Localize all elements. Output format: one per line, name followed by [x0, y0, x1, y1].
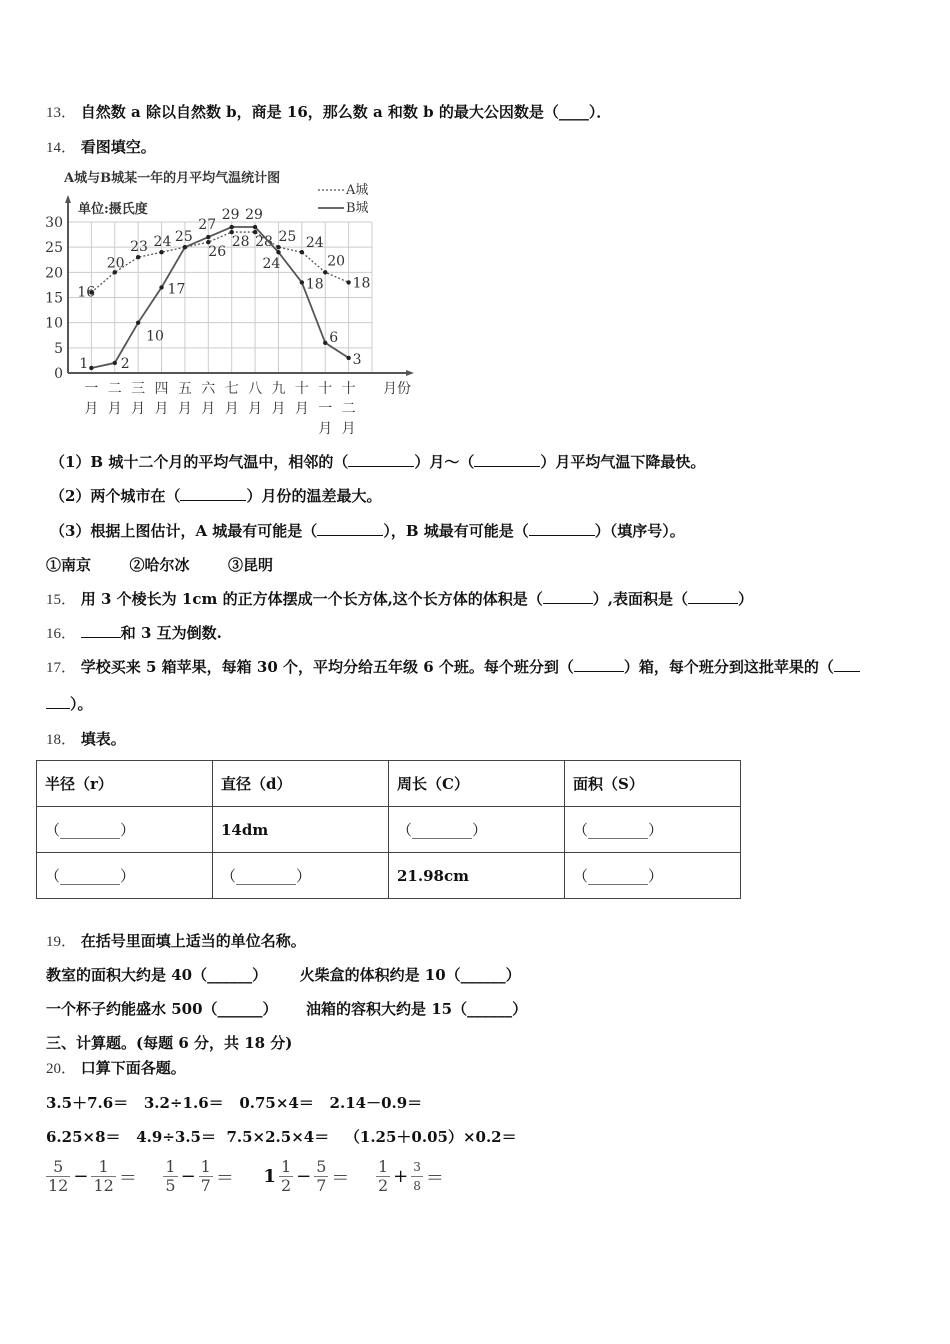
answer-blank[interactable]	[834, 657, 860, 672]
svg-text:10: 10	[45, 315, 63, 332]
svg-text:25: 25	[45, 240, 63, 257]
table-cell-blank[interactable]: （________）	[37, 853, 213, 899]
svg-text:2: 2	[120, 355, 130, 372]
svg-text:28: 28	[255, 234, 273, 251]
svg-text:四: 四	[154, 381, 169, 397]
svg-text:30: 30	[45, 215, 63, 231]
question-20	[46, 1058, 186, 1079]
fraction: $\frac{5}{7}$	[316, 1157, 327, 1195]
svg-text:八: 八	[248, 381, 263, 397]
svg-text:月: 月	[248, 401, 263, 417]
question-number: 20．	[46, 1061, 77, 1077]
question-text: （1）B 城十二个月的平均气温中，相邻的（	[50, 453, 349, 471]
question-text: ）（填序号）。	[594, 522, 685, 540]
fraction: $\frac{1}{7}$	[200, 1157, 211, 1195]
calc-row-1	[46, 1092, 422, 1113]
fraction-expr-2[interactable]: $\frac{1}{5}$ − $\frac{1}{7}$ ＝	[165, 1157, 234, 1195]
chart-title: A城与B城某一年的月平均气温统计图	[64, 171, 281, 186]
svg-text:十: 十	[318, 381, 333, 397]
svg-text:1: 1	[79, 355, 89, 372]
table-cell-blank[interactable]: （________）	[37, 807, 213, 853]
calc-item[interactable]: （1.25＋0.05）×0.2＝	[344, 1128, 517, 1146]
unit-item[interactable]: 油箱的容积大约是 15（______）	[306, 1000, 528, 1018]
question-17-continued	[46, 694, 93, 714]
svg-text:十: 十	[341, 381, 356, 397]
fraction: $\frac{5}{12}$	[48, 1157, 69, 1195]
svg-text:月: 月	[84, 401, 99, 417]
fraction: $\frac{1}{12}$	[93, 1157, 114, 1195]
svg-text:月: 月	[318, 421, 333, 435]
svg-text:月: 月	[294, 401, 309, 417]
svg-text:月: 月	[224, 401, 239, 417]
question-15	[46, 589, 753, 610]
svg-text:十: 十	[294, 381, 309, 397]
table-cell-blank[interactable]: （________）	[389, 807, 565, 853]
table-row	[37, 807, 741, 853]
svg-text:25: 25	[174, 229, 193, 246]
fraction-expr-3[interactable]: 1 $\frac{1}{2}$ − $\frac{5}{7}$ ＝	[263, 1157, 350, 1195]
question-text: （2）两个城市在（	[50, 487, 181, 505]
table-header-area: 面积（S）	[565, 761, 741, 807]
chart-legend	[318, 183, 369, 216]
table-cell: 21.98cm	[389, 853, 565, 899]
svg-text:月: 月	[107, 401, 122, 417]
question-14-options	[46, 555, 273, 575]
question-text: ）月～（	[414, 453, 475, 471]
svg-text:三: 三	[131, 381, 146, 397]
calc-item[interactable]: 4.9÷3.5＝	[136, 1128, 216, 1146]
fraction: $\frac{1}{2}$	[377, 1157, 389, 1195]
table-header-diameter: 直径（d）	[213, 761, 389, 807]
question-text: ）月平均气温下降最快。	[540, 453, 706, 471]
unit-item[interactable]: 教室的面积大约是 40（______）	[46, 966, 268, 984]
question-19-row-2	[46, 999, 527, 1019]
chart-x-axis-labels	[84, 381, 411, 435]
question-text: ）。	[70, 695, 93, 713]
svg-text:月: 月	[154, 401, 169, 417]
svg-text:23: 23	[130, 239, 148, 256]
question-text: 用 3 个棱长为 1cm 的正方体摆成一个长方体,这个长方体的体积是（	[80, 590, 543, 608]
svg-text:九: 九	[271, 381, 286, 397]
svg-text:月: 月	[131, 401, 146, 417]
svg-text:18: 18	[352, 275, 371, 292]
svg-text:29: 29	[221, 207, 240, 224]
circle-fill-table	[36, 760, 741, 899]
question-number: 17．	[46, 660, 77, 676]
svg-text:25: 25	[278, 229, 297, 246]
question-text: 自然数 a 除以自然数 b，商是 16，那么数 a 和数 b 的最大公因数是（	[80, 103, 559, 121]
svg-text:26: 26	[208, 244, 227, 261]
svg-text:0: 0	[54, 366, 63, 382]
question-14-part-1	[50, 452, 705, 472]
svg-text:16: 16	[77, 284, 96, 301]
mixed-number-whole: 1	[263, 1166, 276, 1187]
question-19-row-1	[46, 965, 521, 985]
svg-text:B城: B城	[346, 201, 369, 216]
question-16	[46, 623, 222, 644]
question-text: 看图填空。	[80, 138, 156, 156]
svg-text:七: 七	[224, 381, 239, 397]
answer-blank[interactable]	[688, 589, 738, 604]
question-text: ）箱，每个班分到这批苹果的（	[623, 658, 834, 676]
question-number: 16．	[46, 626, 77, 642]
svg-text:A城: A城	[346, 183, 369, 198]
svg-text:6: 6	[329, 329, 339, 346]
question-13	[46, 102, 611, 123]
question-text: 在括号里面填上适当的单位名称。	[80, 932, 306, 950]
table-cell-blank[interactable]: （________）	[565, 807, 741, 853]
fraction-row	[46, 1158, 447, 1195]
answer-blank[interactable]	[574, 657, 624, 672]
answer-blank[interactable]	[543, 589, 593, 604]
question-text: ），B 城最有可能是（	[383, 522, 529, 540]
temperature-line-chart	[40, 165, 420, 435]
unit-item[interactable]: 火柴盒的体积约是 10（______）	[299, 966, 521, 984]
table-cell-blank[interactable]: （________）	[565, 853, 741, 899]
question-number: 19．	[46, 934, 77, 950]
question-text: ）月份的温差最大。	[246, 487, 382, 505]
calc-item[interactable]: 7.5×2.5×4＝	[226, 1128, 330, 1146]
svg-text:二: 二	[107, 381, 122, 397]
svg-text:24: 24	[153, 234, 172, 251]
table-header-circumference: 周长（C）	[389, 761, 565, 807]
fraction-expr-1[interactable]: $\frac{5}{12}$ − $\frac{1}{12}$ ＝	[48, 1157, 137, 1195]
question-number: 15．	[46, 592, 77, 608]
question-text: 学校买来 5 箱苹果，每箱 30 个，平均分给五年级 6 个班。每个班分到（	[80, 658, 574, 676]
answer-blank[interactable]	[529, 521, 595, 536]
chart-series	[77, 207, 370, 372]
svg-text:20: 20	[45, 265, 63, 282]
question-14-part-3	[50, 521, 685, 541]
option-harbin: ②哈尔冰	[129, 556, 190, 574]
svg-text:六: 六	[201, 381, 216, 397]
answer-blank[interactable]	[81, 623, 121, 638]
svg-text:20: 20	[106, 255, 125, 272]
question-number: 18．	[46, 732, 77, 748]
answer-blank[interactable]	[348, 452, 414, 467]
question-text: （3）根据上图估计，A 城最有可能是（	[50, 522, 318, 540]
svg-text:月: 月	[341, 421, 356, 435]
svg-text:27: 27	[198, 217, 217, 234]
question-14-part-2	[50, 486, 381, 506]
chart-y-axis-label: 单位:摄氏度	[78, 202, 148, 217]
svg-text:3: 3	[352, 351, 362, 368]
answer-blank[interactable]	[474, 452, 540, 467]
calc-item[interactable]: 3.2÷1.6＝	[143, 1094, 224, 1112]
answer-blank[interactable]: ____	[558, 103, 589, 121]
table-header-radius: 半径（r）	[37, 761, 213, 807]
svg-text:二: 二	[341, 401, 356, 417]
question-number: 13．	[46, 105, 77, 121]
question-text: 和 3 互为倒数.	[120, 624, 222, 642]
section-3-heading: 三、计算题。(每题 6 分，共 18 分)	[46, 1034, 293, 1052]
calc-item[interactable]: 6.25×8＝	[46, 1128, 121, 1146]
question-18	[46, 729, 126, 750]
svg-text:五: 五	[177, 381, 192, 397]
calc-row-2	[46, 1126, 517, 1147]
svg-text:一: 一	[84, 381, 99, 397]
question-text: 口算下面各题。	[80, 1059, 186, 1077]
fraction: $\frac{1}{5}$	[165, 1157, 176, 1195]
svg-text:20: 20	[327, 253, 346, 270]
question-text: ）	[738, 590, 754, 608]
answer-blank[interactable]	[46, 694, 70, 709]
table-row	[37, 853, 741, 899]
table-header-row	[37, 761, 741, 807]
question-number: 14．	[46, 140, 77, 156]
svg-text:5: 5	[54, 340, 63, 357]
svg-text:月: 月	[201, 401, 216, 417]
question-14	[46, 137, 156, 158]
table-cell: 14dm	[213, 807, 389, 853]
svg-text:29: 29	[245, 207, 263, 224]
svg-text:18: 18	[305, 276, 324, 293]
calc-item[interactable]: 0.75×4＝	[239, 1094, 314, 1112]
svg-text:24: 24	[305, 235, 324, 252]
question-text: ）．	[588, 103, 612, 121]
question-17	[46, 657, 860, 678]
calc-item[interactable]: 2.14－0.9＝	[329, 1094, 423, 1112]
answer-blank[interactable]	[180, 486, 246, 501]
svg-text:月份: 月份	[383, 381, 411, 397]
question-text: ）,表面积是（	[592, 590, 689, 608]
svg-text:一: 一	[318, 401, 333, 417]
svg-text:17: 17	[167, 281, 186, 298]
svg-text:28: 28	[231, 234, 250, 251]
option-nanjing: ①南京	[46, 556, 92, 574]
question-19	[46, 931, 306, 952]
fraction: $\frac{3}{8}$	[413, 1160, 421, 1193]
unit-item[interactable]: 一个杯子约能盛水 500（______）	[46, 1000, 278, 1018]
svg-text:月: 月	[177, 401, 192, 417]
answer-blank[interactable]	[317, 521, 383, 536]
svg-text:10: 10	[146, 328, 164, 345]
svg-text:15: 15	[45, 290, 63, 307]
fraction: $\frac{1}{2}$	[280, 1157, 292, 1195]
option-kunming: ③昆明	[227, 556, 273, 574]
table-cell-blank[interactable]: （________）	[213, 853, 389, 899]
svg-text:24: 24	[262, 256, 281, 273]
svg-text:月: 月	[271, 401, 286, 417]
fraction-expr-4[interactable]: $\frac{1}{2}$ + $\frac{3}{8}$ ＝	[377, 1157, 444, 1195]
calc-item[interactable]: 3.5＋7.6＝	[46, 1094, 129, 1112]
question-text: 填表。	[80, 730, 126, 748]
